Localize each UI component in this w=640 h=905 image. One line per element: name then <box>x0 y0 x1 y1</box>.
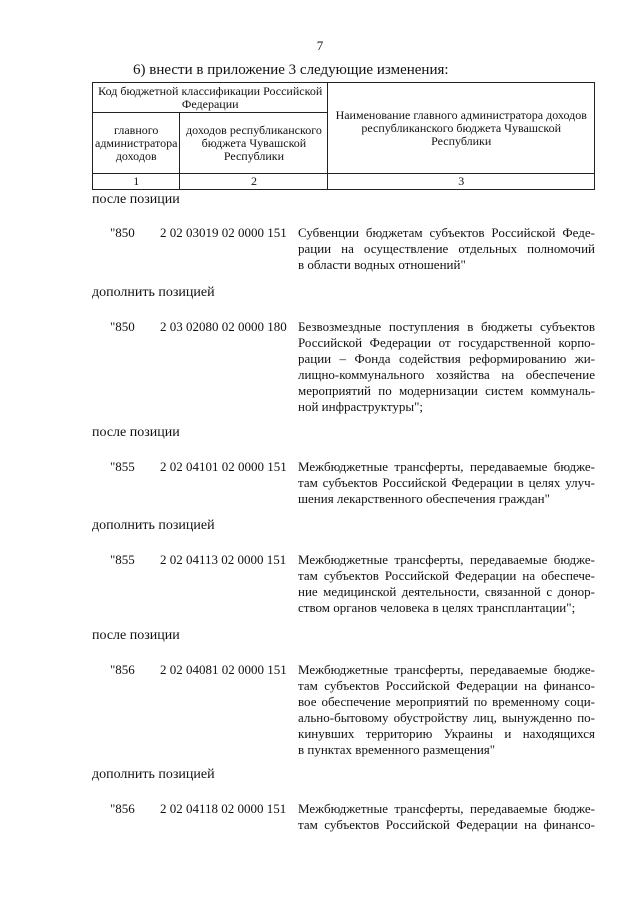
name-column-header: Наименование главного администратора доходов республиканского бюджета Чувашской Республики <box>328 83 595 174</box>
section-label: дополнить позицией <box>92 767 215 782</box>
admin-code: "850 <box>110 225 135 240</box>
income-code: 2 02 03019 02 0000 151 <box>160 225 287 240</box>
income-code: 2 02 04113 02 0000 151 <box>160 552 287 567</box>
column-number-3: 3 <box>328 174 595 190</box>
entry-description <box>298 552 595 616</box>
description-line: ной инфраструктуры"; <box>298 399 424 414</box>
description-line: ние медицинской деятельности, связанной с донор- <box>298 584 595 599</box>
description-line: Российской Федерации от государственной корпо- <box>298 335 595 350</box>
admin-code: "855 <box>110 459 135 474</box>
admin-code: "856 <box>110 662 135 677</box>
section-label: дополнить позицией <box>92 285 215 300</box>
income-code: 2 02 04081 02 0000 151 <box>160 662 287 677</box>
admin-column-header: главного администратора доходов <box>93 113 180 174</box>
income-column-header: доходов республиканского бюджета Чувашской Республики <box>180 113 328 174</box>
entry-description <box>298 662 595 758</box>
description-line: там субъектов Российской Федерации на финансо- <box>298 678 595 693</box>
description-line: там субъектов Российской Федерации в целях улуч- <box>298 475 595 490</box>
description-line: там субъектов Российской Федерации на обеспече- <box>298 568 595 583</box>
admin-code: "850 <box>110 319 135 334</box>
description-line: Межбюджетные трансферты, передаваемые бюдже- <box>298 459 595 474</box>
entry-description <box>298 801 595 833</box>
description-line: в пунктах временного размещения" <box>298 742 496 757</box>
description-line: в области водных отношений" <box>298 257 466 272</box>
description-line: шения лекарственного обеспечения граждан" <box>298 491 550 506</box>
description-line: рации – Фонда содействия реформированию жи- <box>298 351 595 366</box>
description-line: там субъектов Российской Федерации на финансо- <box>298 817 595 832</box>
description-line: Межбюджетные трансферты, передаваемые бюдже- <box>298 552 595 567</box>
income-code: 2 02 04101 02 0000 151 <box>160 459 287 474</box>
section-label: дополнить позицией <box>92 518 215 533</box>
page-number: 7 <box>316 38 324 53</box>
description-line: лищно-коммунального хозяйства на обеспечение <box>298 367 595 382</box>
description-line: Межбюджетные трансферты, передаваемые бюдже- <box>298 662 595 677</box>
description-line: ством органов человека в целях трансплантации"; <box>298 600 576 615</box>
description-line: ально-бытовому обустройству лиц, вынужденно по- <box>298 710 595 725</box>
description-line: Субвенции бюджетам субъектов Российской Феде- <box>298 225 595 240</box>
classification-header-table <box>92 82 595 190</box>
description-line: вое обеспечение мероприятий по временному соци- <box>298 694 595 709</box>
entry-description <box>298 459 595 507</box>
section-label: после позиции <box>92 192 180 207</box>
entry-description <box>298 319 595 415</box>
description-line: мероприятий по модернизации систем коммуналь- <box>298 383 595 398</box>
section-label: после позиции <box>92 425 180 440</box>
description-line: рации на осуществление отдельных полномочий <box>298 241 595 256</box>
column-number-1: 1 <box>93 174 180 190</box>
income-code: 2 02 04118 02 0000 151 <box>160 801 287 816</box>
description-line: кинувших территорию Украины и находящихся <box>298 726 595 741</box>
intro-text: 6) внести в приложение 3 следующие изменения: <box>133 62 449 78</box>
admin-code: "855 <box>110 552 135 567</box>
code-group-header: Код бюджетной классификации Российской Федерации <box>93 83 328 113</box>
section-label: после позиции <box>92 628 180 643</box>
income-code: 2 03 02080 02 0000 180 <box>160 319 287 334</box>
entry-description <box>298 225 595 273</box>
description-line: Безвозмездные поступления в бюджеты субъектов <box>298 319 595 334</box>
admin-code: "856 <box>110 801 135 816</box>
description-line: Межбюджетные трансферты, передаваемые бюдже- <box>298 801 595 816</box>
column-number-2: 2 <box>180 174 328 190</box>
